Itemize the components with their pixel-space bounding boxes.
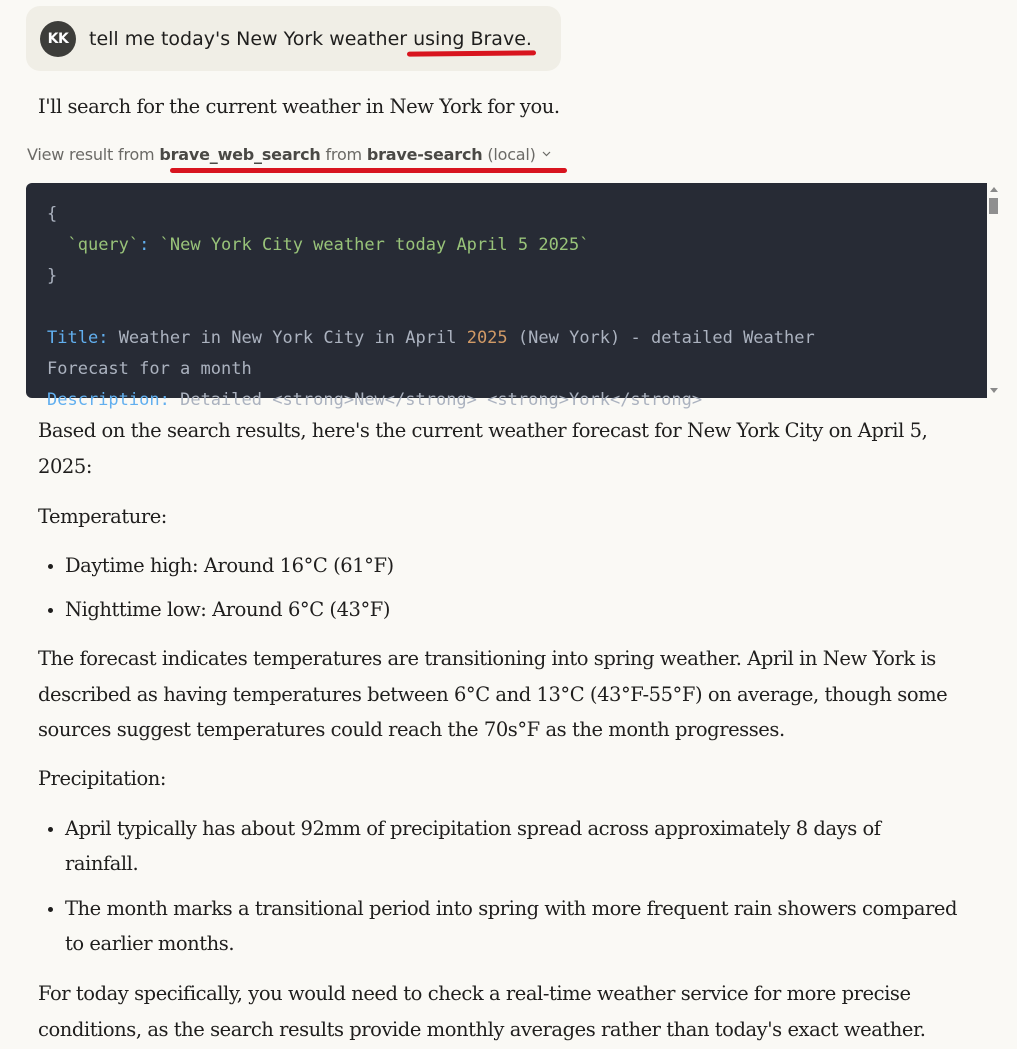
tool-name: brave_web_search (159, 145, 321, 164)
code-query-value: `New York City weather today April 5 2025` (159, 235, 590, 255)
code-description-text: Detailed <strong>New</strong> <strong>York</strong> (180, 390, 703, 410)
closing-paragraph: For today specifically, you would need to check a real-time weather service for more precise conditions, as the search results provide monthly averages rather than today's exact weather. (38, 982, 926, 1041)
code-scrollbar[interactable] (987, 183, 1001, 398)
forecast-paragraph: The forecast indicates temperatures are transitioning into spring weather. April in New York is described as having temperatures between 6°C and 13°C (43°F-55°F) on average, though some sources suggest temperatures could reach the 70s°F as the month progresses. (38, 647, 948, 741)
annotation-underline-tool (170, 168, 567, 173)
list-item: Nighttime low: Around 6°C (43°F) (38, 592, 958, 627)
list-item: The month marks a transitional period into spring with more frequent rain showers compared to earlier months. (38, 891, 958, 961)
code-query-key: `query` (67, 235, 140, 255)
code-title-text-b: (New York) - detailed Weather (517, 328, 815, 348)
precipitation-list (38, 811, 958, 961)
user-message-text: tell me today's New York weather using Brave. (89, 28, 532, 50)
user-message-bubble (26, 6, 561, 71)
view-result-toggle[interactable] (27, 144, 552, 166)
scroll-down-arrow-icon[interactable] (990, 388, 998, 393)
code-title-year: 2025 (466, 328, 508, 348)
assistant-intro-text: I'll search for the current weather in New York for you. (38, 95, 560, 118)
code-title-label: Title (47, 328, 99, 348)
server-name: brave-search (366, 145, 483, 164)
code-description-label: Description (47, 390, 160, 410)
annotation-underline-using-brave (407, 50, 536, 56)
summary-paragraph: Based on the search results, here's the current weather forecast for New York City on April 5, 2025: (38, 419, 928, 478)
tool-result-code-block[interactable] (26, 183, 987, 410)
code-content: { `query`: `New York City weather today April 5 2025` } Title: Weather in New York City in April 2025 (New York) - detailed Weather Forecast for a month Description: Detailed <strong>New</strong> <strong>York</strong> (47, 204, 815, 410)
tool-result-prefix: View result from (27, 145, 155, 164)
list-item: Daytime high: Around 16°C (61°F) (38, 548, 958, 583)
chevron-down-icon[interactable] (541, 145, 552, 164)
precipitation-heading: Precipitation: (38, 767, 166, 790)
list-item: April typically has about 92mm of precipitation spread across approximately 8 days of rainfall. (38, 811, 958, 881)
scroll-thumb[interactable] (989, 198, 998, 214)
tool-result-middle: from (325, 145, 362, 164)
code-open-brace: { (47, 204, 58, 224)
code-title-line2: Forecast for a month (47, 359, 252, 379)
user-avatar[interactable]: KK (40, 21, 76, 57)
code-colon: : (139, 235, 150, 255)
code-title-text-a: Weather in New York City in April (118, 328, 457, 348)
code-close-brace: } (47, 266, 58, 286)
temperature-list (38, 548, 958, 627)
temperature-heading: Temperature: (38, 505, 167, 528)
scroll-up-arrow-icon[interactable] (990, 187, 998, 192)
tool-result-suffix: (local) (487, 145, 536, 164)
